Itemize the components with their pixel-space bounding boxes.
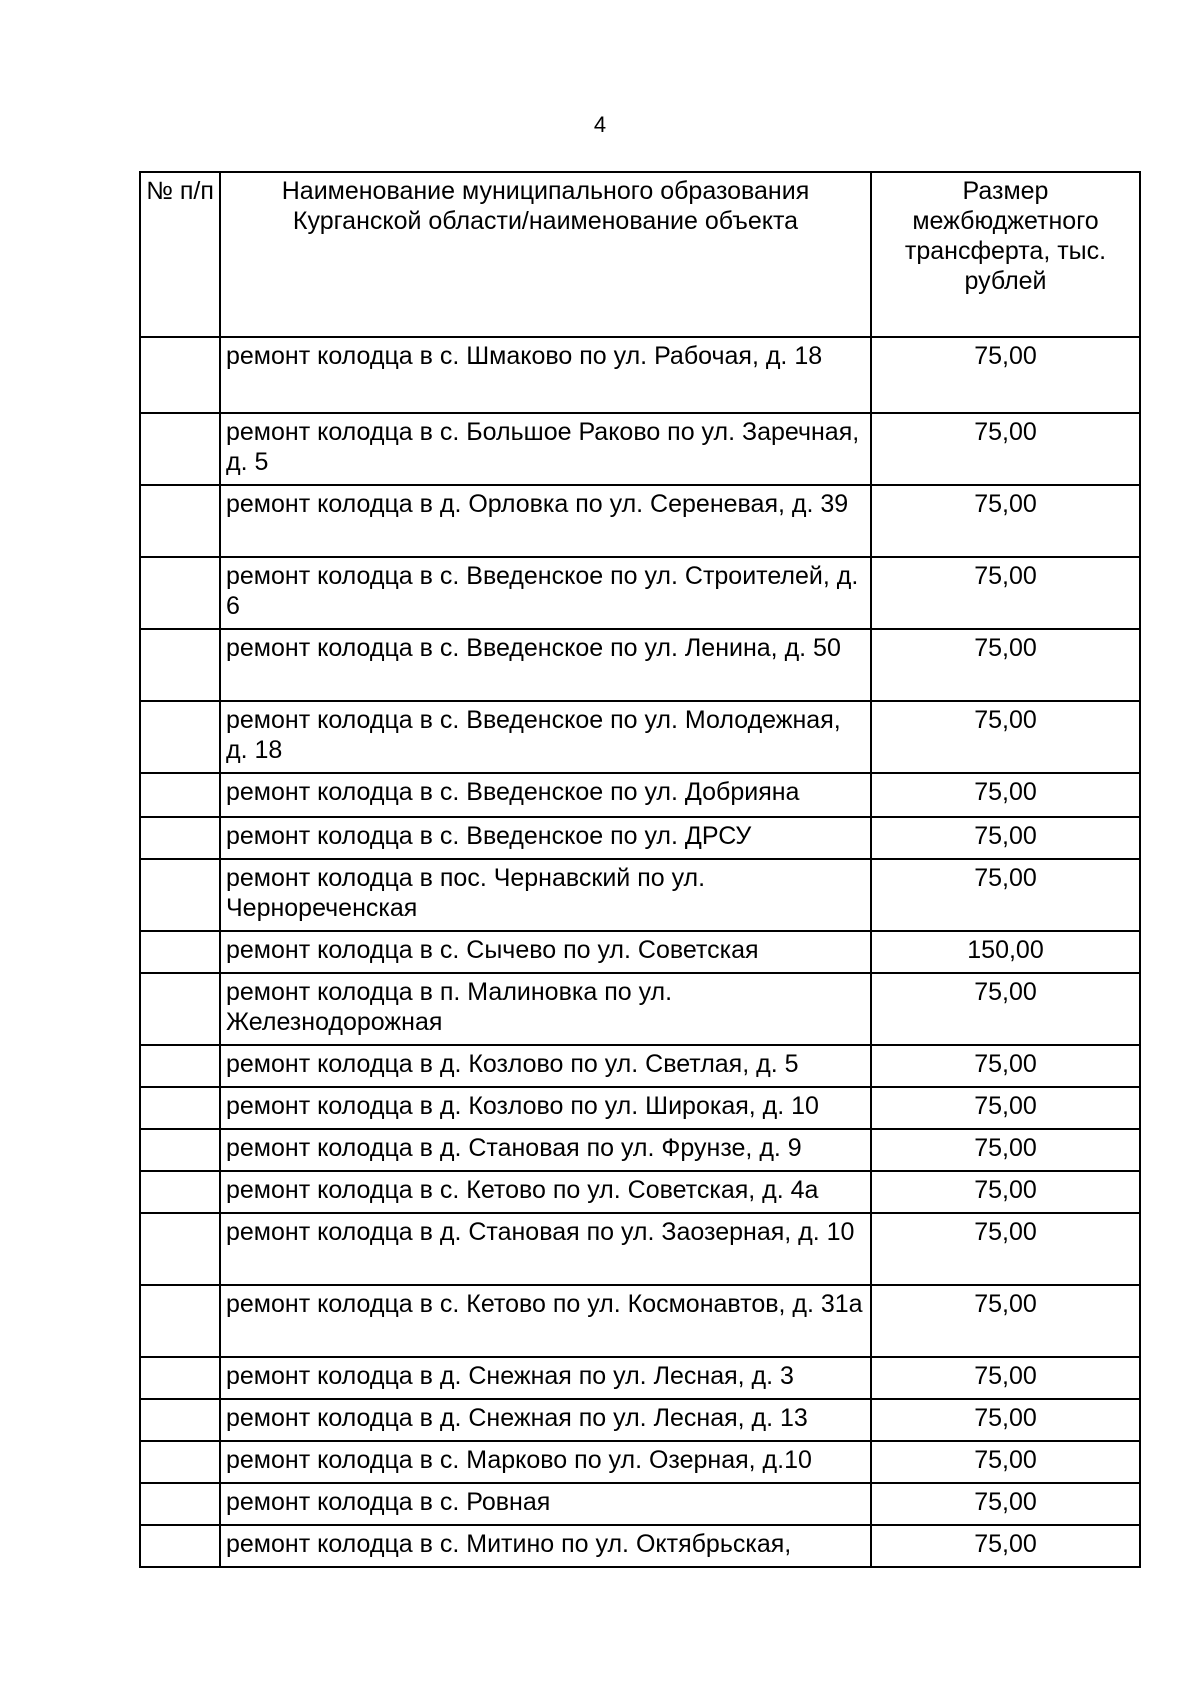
header-amount: Размер межбюджетного трансферта, тыс. рублей bbox=[871, 172, 1140, 337]
table-row bbox=[140, 1045, 1140, 1087]
object-name: ремонт колодца в с. Введенское по ул. ДРСУ bbox=[220, 817, 871, 859]
object-name: ремонт колодца в с. Кетово по ул. Космонавтов, д. 31а bbox=[220, 1285, 871, 1357]
transfer-amount: 75,00 bbox=[871, 1525, 1140, 1567]
transfer-amount: 75,00 bbox=[871, 557, 1140, 629]
object-name: ремонт колодца в д. Орловка по ул. Сереневая, д. 39 bbox=[220, 485, 871, 557]
transfer-amount: 75,00 bbox=[871, 701, 1140, 773]
row-num bbox=[140, 337, 220, 413]
transfer-amount: 75,00 bbox=[871, 1285, 1140, 1357]
row-num bbox=[140, 1357, 220, 1399]
table-row bbox=[140, 629, 1140, 701]
table-row bbox=[140, 1399, 1140, 1441]
transfer-amount: 75,00 bbox=[871, 485, 1140, 557]
object-name: ремонт колодца в с. Введенское по ул. Добрияна bbox=[220, 773, 871, 817]
object-name: ремонт колодца в с. Марково по ул. Озерная, д.10 bbox=[220, 1441, 871, 1483]
row-num bbox=[140, 1129, 220, 1171]
object-name: ремонт колодца в д. Становая по ул. Заозерная, д. 10 bbox=[220, 1213, 871, 1285]
row-num bbox=[140, 701, 220, 773]
transfer-amount: 75,00 bbox=[871, 817, 1140, 859]
object-name: ремонт колодца в с. Большое Раково по ул. Заречная, д. 5 bbox=[220, 413, 871, 485]
transfer-amount: 75,00 bbox=[871, 1171, 1140, 1213]
row-num bbox=[140, 1525, 220, 1567]
row-num bbox=[140, 817, 220, 859]
table-row bbox=[140, 701, 1140, 773]
transfer-amount: 150,00 bbox=[871, 931, 1140, 973]
object-name: ремонт колодца в с. Ровная bbox=[220, 1483, 871, 1525]
table-row bbox=[140, 1357, 1140, 1399]
row-num bbox=[140, 557, 220, 629]
table-row bbox=[140, 1441, 1140, 1483]
header-num: № п/п bbox=[140, 172, 220, 337]
transfer-amount: 75,00 bbox=[871, 337, 1140, 413]
transfer-amount: 75,00 bbox=[871, 773, 1140, 817]
object-name: ремонт колодца в с. Введенское по ул. Молодежная, д. 18 bbox=[220, 701, 871, 773]
object-name: ремонт колодца в д. Снежная по ул. Лесная, д. 13 bbox=[220, 1399, 871, 1441]
table-header bbox=[140, 172, 1140, 337]
row-num bbox=[140, 1087, 220, 1129]
header-name: Наименование муниципального образования Курганской области/наименование объекта bbox=[220, 172, 871, 337]
table-row bbox=[140, 931, 1140, 973]
page-number: 4 bbox=[593, 112, 607, 137]
table-row bbox=[140, 413, 1140, 485]
row-num bbox=[140, 859, 220, 931]
table-row bbox=[140, 1483, 1140, 1525]
table-row bbox=[140, 485, 1140, 557]
row-num bbox=[140, 1483, 220, 1525]
object-name: ремонт колодца в с. Митино по ул. Октябрьская, bbox=[220, 1525, 871, 1567]
row-num bbox=[140, 1045, 220, 1087]
transfer-table bbox=[139, 171, 1141, 1568]
table-row bbox=[140, 1087, 1140, 1129]
object-name: ремонт колодца в д. Снежная по ул. Лесная, д. 3 bbox=[220, 1357, 871, 1399]
table-row bbox=[140, 1285, 1140, 1357]
object-name: ремонт колодца в с. Введенское по ул. Ленина, д. 50 bbox=[220, 629, 871, 701]
object-name: ремонт колодца в д. Становая по ул. Фрунзе, д. 9 bbox=[220, 1129, 871, 1171]
table-row bbox=[140, 973, 1140, 1045]
transfer-amount: 75,00 bbox=[871, 1483, 1140, 1525]
row-num bbox=[140, 485, 220, 557]
row-num bbox=[140, 931, 220, 973]
transfer-amount: 75,00 bbox=[871, 629, 1140, 701]
table-row bbox=[140, 1129, 1140, 1171]
row-num bbox=[140, 1285, 220, 1357]
transfer-amount: 75,00 bbox=[871, 1129, 1140, 1171]
table-row bbox=[140, 557, 1140, 629]
table-row bbox=[140, 1171, 1140, 1213]
transfer-amount: 75,00 bbox=[871, 1399, 1140, 1441]
row-num bbox=[140, 413, 220, 485]
object-name: ремонт колодца в д. Козлово по ул. Широкая, д. 10 bbox=[220, 1087, 871, 1129]
object-name: ремонт колодца в пос. Чернавский по ул. Чернореченская bbox=[220, 859, 871, 931]
table-row bbox=[140, 337, 1140, 413]
transfer-amount: 75,00 bbox=[871, 859, 1140, 931]
table-row bbox=[140, 859, 1140, 931]
object-name: ремонт колодца в п. Малиновка по ул. Железнодорожная bbox=[220, 973, 871, 1045]
transfer-amount: 75,00 bbox=[871, 1213, 1140, 1285]
row-num bbox=[140, 1171, 220, 1213]
transfer-amount: 75,00 bbox=[871, 1087, 1140, 1129]
row-num bbox=[140, 1441, 220, 1483]
transfer-amount: 75,00 bbox=[871, 1441, 1140, 1483]
object-name: ремонт колодца в с. Сычево по ул. Советская bbox=[220, 931, 871, 973]
object-name: ремонт колодца в с. Кетово по ул. Советская, д. 4а bbox=[220, 1171, 871, 1213]
table-row bbox=[140, 1213, 1140, 1285]
row-num bbox=[140, 629, 220, 701]
table-row bbox=[140, 773, 1140, 817]
object-name: ремонт колодца в с. Введенское по ул. Строителей, д. 6 bbox=[220, 557, 871, 629]
row-num bbox=[140, 1399, 220, 1441]
row-num bbox=[140, 973, 220, 1045]
table-body bbox=[140, 337, 1140, 1567]
transfer-amount: 75,00 bbox=[871, 1357, 1140, 1399]
table-row bbox=[140, 1525, 1140, 1567]
transfer-amount: 75,00 bbox=[871, 413, 1140, 485]
object-name: ремонт колодца в с. Шмаково по ул. Рабочая, д. 18 bbox=[220, 337, 871, 413]
transfer-amount: 75,00 bbox=[871, 1045, 1140, 1087]
table-row bbox=[140, 817, 1140, 859]
row-num bbox=[140, 1213, 220, 1285]
row-num bbox=[140, 773, 220, 817]
transfer-amount: 75,00 bbox=[871, 973, 1140, 1045]
object-name: ремонт колодца в д. Козлово по ул. Светлая, д. 5 bbox=[220, 1045, 871, 1087]
header-row bbox=[140, 172, 1140, 337]
